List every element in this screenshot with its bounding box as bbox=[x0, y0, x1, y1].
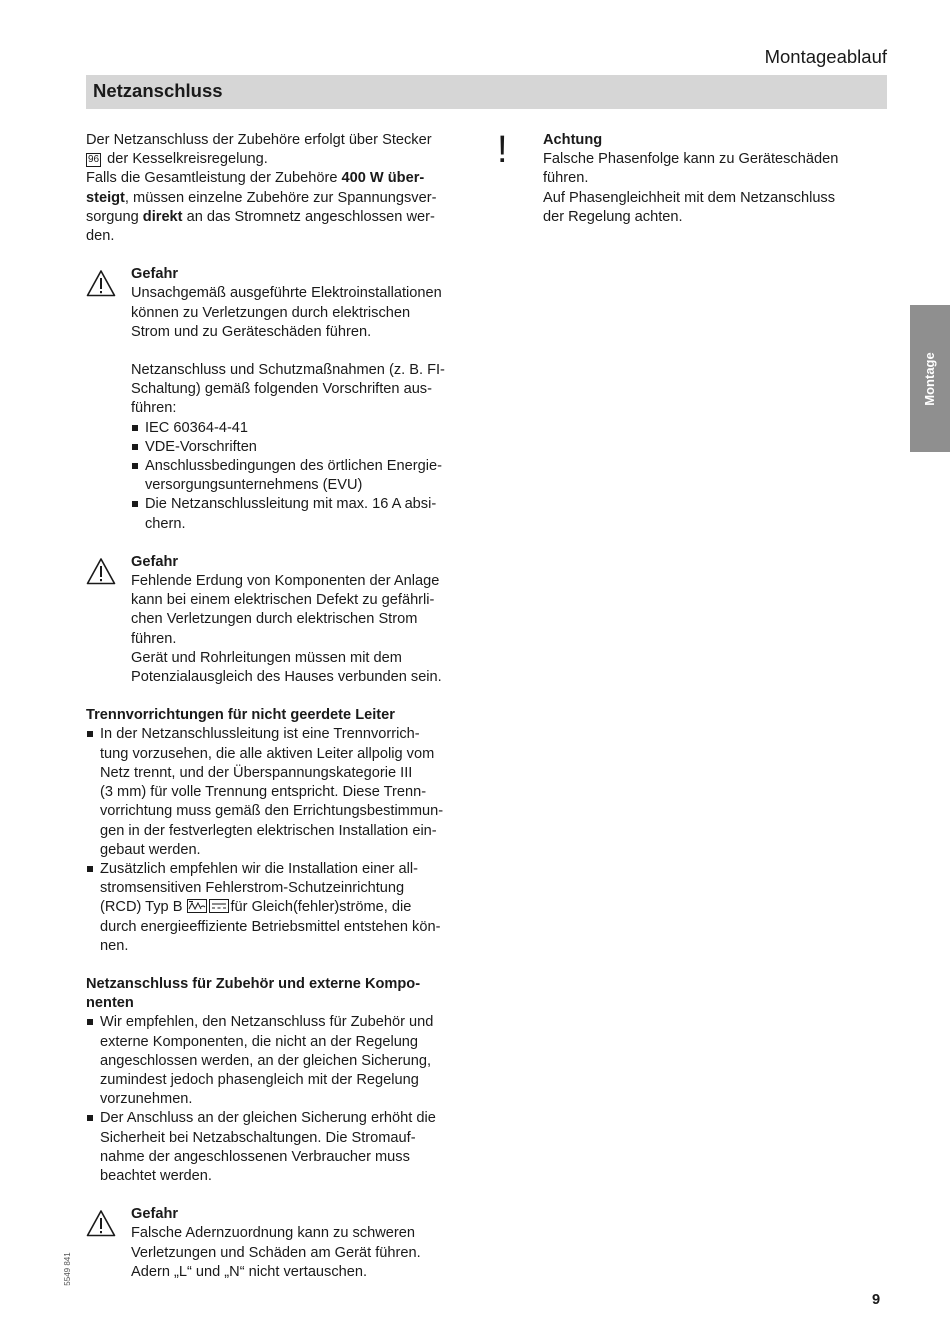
list-item: VDE-Vorschriften bbox=[131, 438, 486, 457]
caution-text: führen. bbox=[543, 170, 589, 187]
danger-text: Unsachgemäß ausgeführte Elektroinstallationen bbox=[131, 285, 442, 302]
accessory-connection-section bbox=[86, 975, 486, 1186]
intro-line: sorgung bbox=[86, 208, 143, 225]
list-item: Anschlussbedingungen des örtlichen Energie- versorgungsunternehmens (EVU) bbox=[131, 457, 486, 495]
regulation-list bbox=[131, 419, 486, 534]
intro-line: Der Netzanschluss der Zubehöre erfolgt über Stecker bbox=[86, 132, 432, 148]
danger-text: können zu Verletzungen durch elektrischen bbox=[131, 304, 411, 321]
caution-text: Falsche Phasenfolge kann zu Geräteschäden bbox=[543, 151, 839, 168]
left-column bbox=[86, 131, 486, 1301]
document-number bbox=[55, 1254, 81, 1284]
connector-label: 96 bbox=[88, 154, 100, 166]
exclamation-icon: ! bbox=[497, 129, 508, 171]
intro-line: , müssen einzelne Zubehöre zur Spannungsver- bbox=[124, 189, 437, 206]
dc-current-icon bbox=[209, 899, 229, 913]
list-item: Wir empfehlen, den Netzanschluss für Zubehör und externe Komponenten, die nicht an der Regelung angeschlossen werden, an der gleichen Sicherung, zumindest jedoch phasengleich mit der Regelung vorzunehmen. bbox=[86, 1013, 486, 1109]
caution-heading: Achtung bbox=[543, 132, 603, 148]
danger-text: Netzanschluss und Schutzmaßnahmen (z. B. FI- bbox=[131, 362, 445, 379]
accessory-list bbox=[86, 1013, 486, 1186]
danger-heading: Gefahr bbox=[131, 266, 179, 283]
list-item: Zusätzlich empfehlen wir die Installation einer all- stromsensitiven Fehlerstrom-Schutzeinrichtung (RCD) Typ B für Gleich(fehler)ströme, die durch energieeffiziente Betriebsmittel entstehen kön- nen. bbox=[86, 860, 486, 956]
right-column bbox=[497, 131, 897, 227]
list-item: Die Netzanschlussleitung mit max. 16 A absi- chern. bbox=[131, 495, 486, 533]
document-number-text: 5549 841 bbox=[63, 1252, 72, 1286]
danger-text: Fehlende Erdung von Komponenten der Anlage bbox=[131, 573, 440, 590]
danger-text: führen: bbox=[131, 400, 177, 417]
danger-notice-electrical bbox=[86, 265, 486, 534]
caution-text: der Regelung achten. bbox=[543, 208, 683, 225]
danger-text: Adern „L“ und „N“ nicht vertauschen. bbox=[131, 1263, 368, 1280]
intro-line: Falls die Gesamtleistung der Zubehöre bbox=[86, 170, 342, 187]
list-item: Der Anschluss an der gleichen Sicherung erhöht die Sicherheit bei Netzabschaltungen. Die Stromauf- nahme der angeschlossenen Verbraucher muss beachtet werden. bbox=[86, 1109, 486, 1186]
intro-line: der Kesselkreisregelung. bbox=[103, 151, 268, 168]
section-title: Netzanschluss bbox=[93, 80, 223, 101]
danger-notice-grounding bbox=[86, 553, 486, 687]
intro-line: an das Stromnetz angeschlossen wer- bbox=[182, 208, 435, 225]
danger-heading: Gefahr bbox=[131, 1206, 179, 1223]
danger-text: Gerät und Rohrleitungen müssen mit dem bbox=[131, 649, 402, 666]
intro-line: den. bbox=[86, 228, 115, 245]
subsection-heading: Netzanschluss für Zubehör und externe Kompo- nenten bbox=[86, 975, 421, 1012]
intro-bold: 400 W über- bbox=[341, 170, 425, 187]
intro-bold: steigt bbox=[86, 189, 125, 206]
page-number: 9 bbox=[872, 1292, 881, 1308]
danger-text: Strom und zu Geräteschäden führen. bbox=[131, 323, 372, 340]
caution-notice bbox=[497, 131, 897, 227]
danger-text: Falsche Adernzuordnung kann zu schweren bbox=[131, 1225, 415, 1242]
subsection-heading: Trennvorrichtungen für nicht geerdete Leiter bbox=[86, 707, 395, 724]
danger-notice-wiring bbox=[86, 1205, 486, 1282]
warning-triangle-icon bbox=[86, 1209, 116, 1237]
danger-heading: Gefahr bbox=[131, 553, 179, 570]
disconnect-list bbox=[86, 725, 486, 955]
danger-text: chen Verletzungen durch elektrischen Strom bbox=[131, 611, 418, 628]
warning-triangle-icon bbox=[86, 269, 116, 297]
disconnect-devices-section bbox=[86, 706, 486, 956]
list-item: In der Netzanschlussleitung ist eine Trennvorrich- tung vorzusehen, die alle aktiven Leiter allpolig vom Netz trennt, und der Überspannungskategorie III (3 mm) für volle Trennung entspricht. Diese Trenn- vorrichtung muss gemäß den Errichtungsbestimmun- gen in der festverlegten elektrischen Installation ein- gebaut werden. bbox=[86, 725, 486, 859]
running-header: Montageablauf bbox=[764, 46, 887, 67]
danger-text: führen. bbox=[131, 630, 177, 647]
section-title-bar bbox=[86, 75, 887, 109]
danger-text: Schaltung) gemäß folgenden Vorschriften aus- bbox=[131, 381, 432, 398]
side-tab-label: Montage bbox=[922, 351, 937, 406]
list-item: IEC 60364-4-41 bbox=[131, 419, 486, 438]
chapter-side-tab bbox=[910, 305, 950, 452]
danger-text: Potenzialausgleich des Hauses verbunden sein. bbox=[131, 669, 442, 686]
danger-text: kann bei einem elektrischen Defekt zu gefährli- bbox=[131, 592, 435, 609]
intro-paragraph bbox=[86, 131, 486, 246]
intro-bold: direkt bbox=[142, 208, 183, 225]
danger-text: Verletzungen und Schäden am Gerät führen. bbox=[131, 1244, 421, 1261]
caution-text: Auf Phasengleichheit mit dem Netzanschluss bbox=[543, 189, 836, 206]
pulse-current-icon bbox=[187, 899, 207, 913]
warning-triangle-icon bbox=[86, 557, 116, 585]
